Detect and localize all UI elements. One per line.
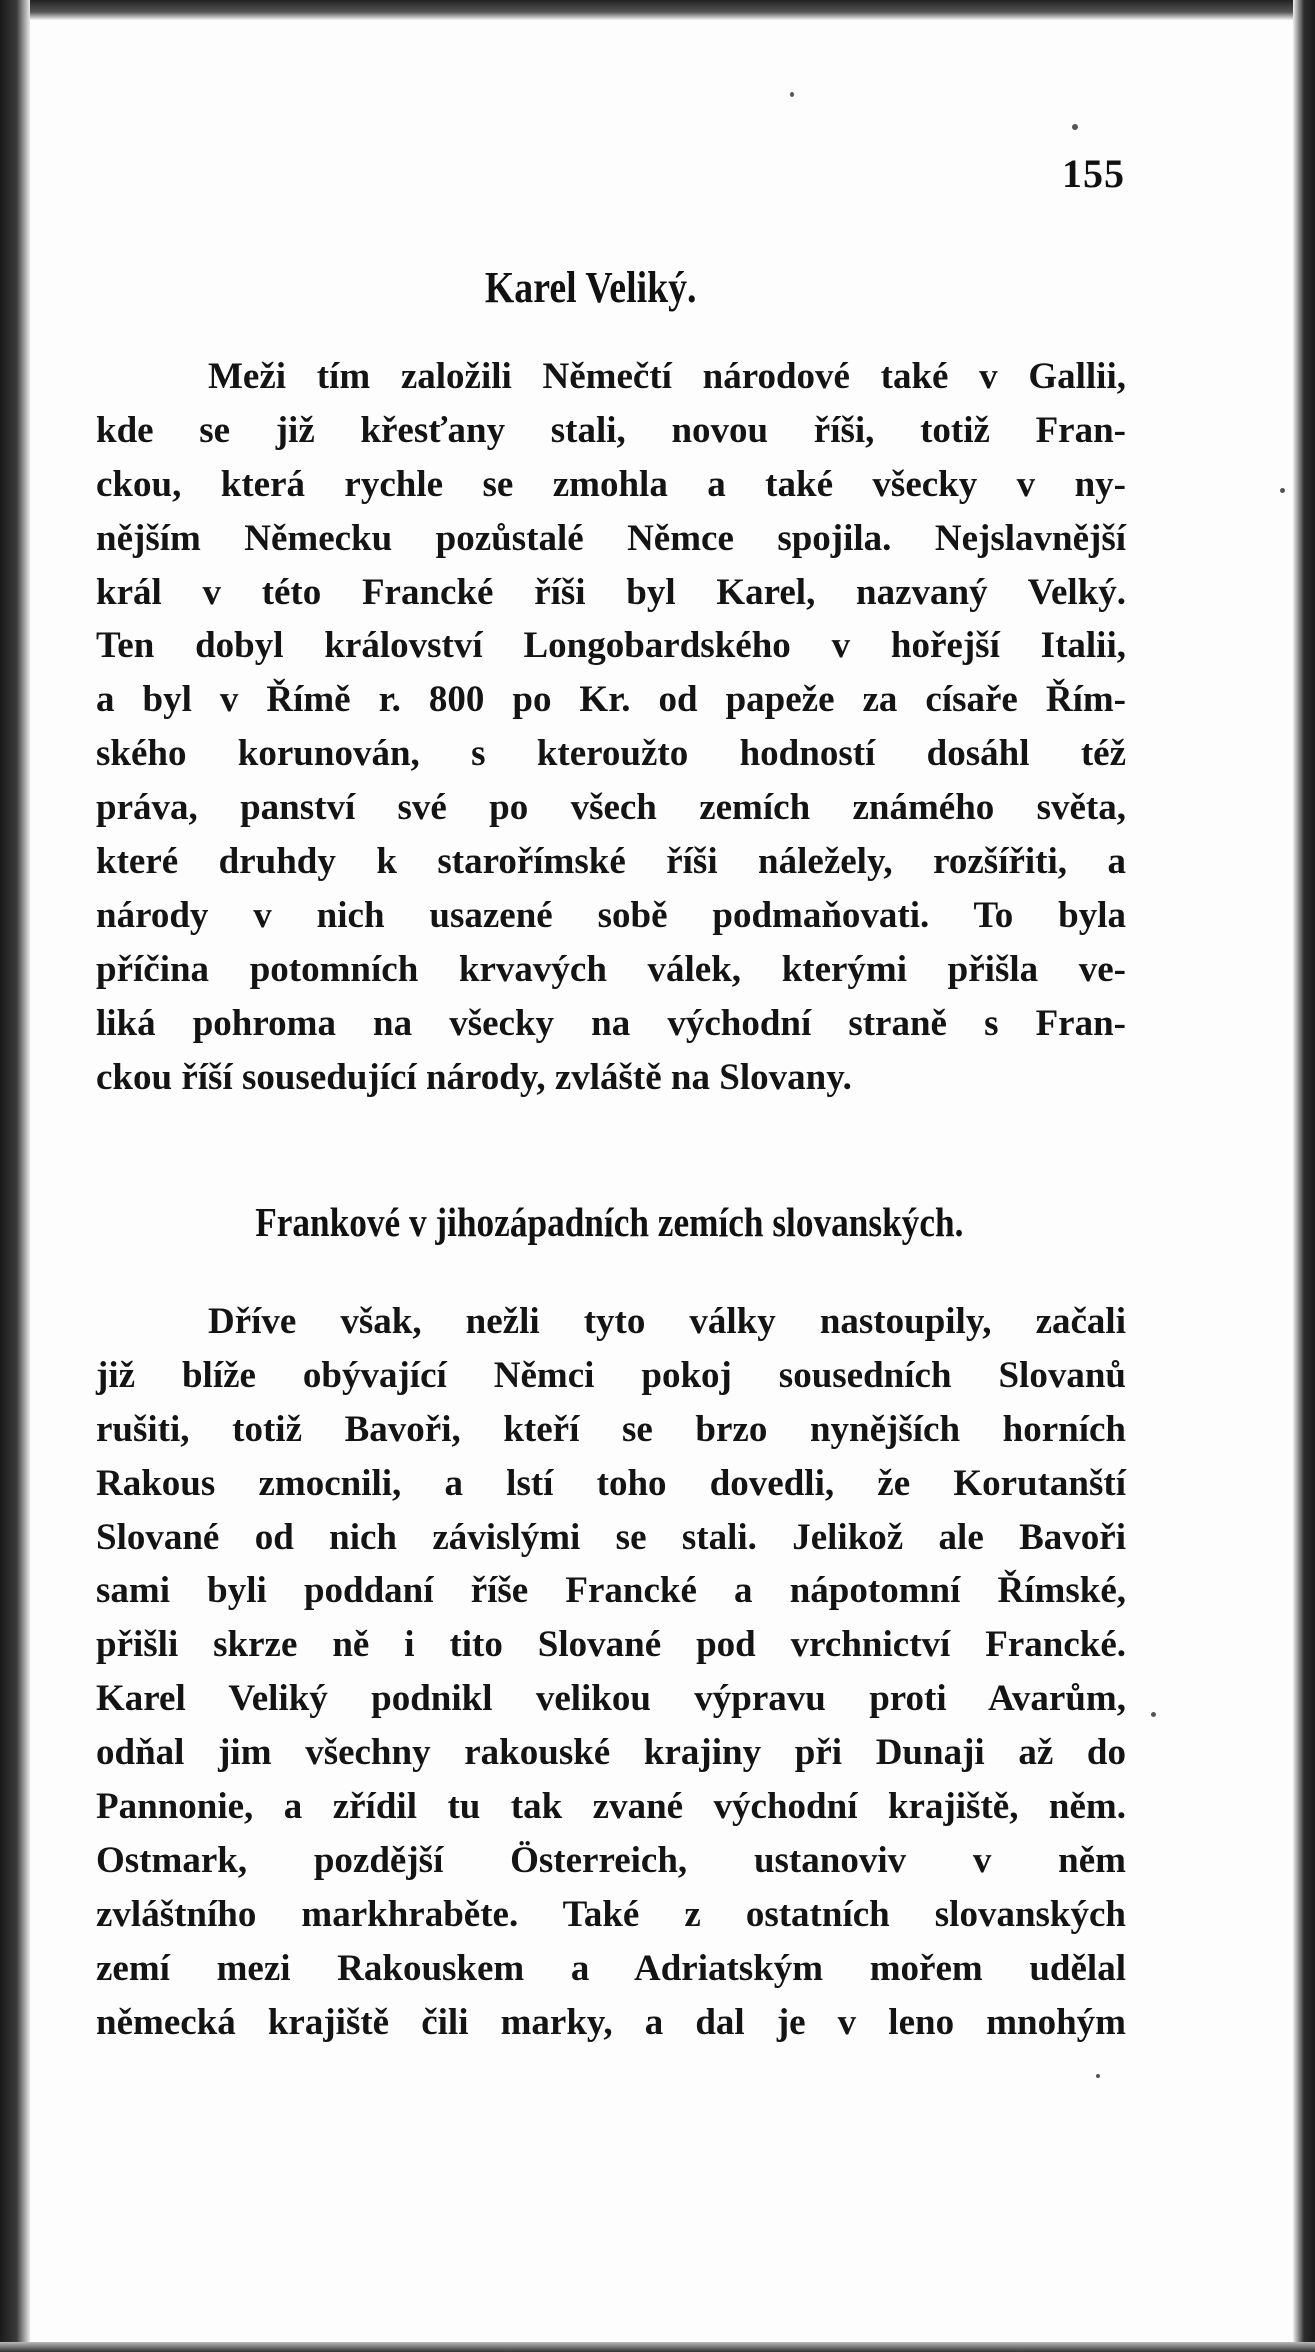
text-line: které druhdy k starořímské říši náležely, rozšířiti, a bbox=[96, 841, 1126, 883]
page-number: 155 bbox=[1062, 151, 1125, 196]
text-line: liká pohroma na všecky na východní straně s Fran- bbox=[96, 1002, 1126, 1044]
paragraph-karel-veliky bbox=[96, 350, 1126, 1104]
text-line: odňal jim všechny rakouské krajiny při Dunaji až do bbox=[96, 1732, 1126, 1774]
text-line: Ostmark, pozdější Österreich, ustanoviv v něm bbox=[96, 1839, 1126, 1881]
scan-speck bbox=[1072, 124, 1078, 130]
text-line: Dříve však, nežli tyto války nastoupily, začali bbox=[208, 1301, 1126, 1342]
text-line: Slované od nich závislými se stali. Jelikož ale Bavoři bbox=[96, 1516, 1126, 1558]
text-line: a byl v Římě r. 800 po Kr. od papeže za císaře Řím- bbox=[96, 679, 1126, 721]
text-line: Karel Veliký podnikl velikou výpravu proti Avarům, bbox=[96, 1678, 1126, 1720]
page-bottom-edge-shadow bbox=[0, 2342, 1315, 2352]
scan-speck bbox=[1280, 488, 1285, 493]
text-line: zemí mezi Rakouskem a Adriatským mořem udělal bbox=[96, 1947, 1126, 1989]
text-line: rušiti, totiž Bavoři, kteří se brzo nynějších horních bbox=[96, 1408, 1126, 1450]
text-line: národy v nich usazené sobě podmaňovati. To byla bbox=[96, 894, 1126, 936]
text-line: příčina potomních krvavých válek, kterými přišla ve- bbox=[96, 948, 1126, 990]
section-heading-frankove: Frankové v jihozápadních zemích slovanských. bbox=[255, 1199, 964, 1245]
text-line: sami byli poddaní říše Francké a nápotomní Římské, bbox=[96, 1570, 1126, 1612]
page-right-edge-shadow bbox=[1293, 0, 1315, 2352]
text-line: zvláštního markhraběte. Také z ostatních slovanských bbox=[96, 1893, 1126, 1935]
text-line: práva, panství své po všech zemích známého světa, bbox=[96, 787, 1126, 829]
text-line: Rakous zmocnili, a lstí toho dovedli, že Korutanští bbox=[96, 1462, 1126, 1504]
page-top-edge-shadow bbox=[0, 0, 1315, 20]
text-line: ckou říší sousedující národy, zvláště na Slovany. bbox=[96, 1056, 852, 1098]
text-line: Ten dobyl království Longobardského v hořejší Italii, bbox=[96, 625, 1126, 667]
text-line: již blíže obývající Němci pokoj sousedních Slovanů bbox=[96, 1354, 1126, 1396]
text-line: německá krajiště čili marky, a dal je v leno mnohým bbox=[96, 2001, 1126, 2043]
scan-speck bbox=[1151, 1712, 1156, 1717]
text-line: Pannonie, a zřídil tu tak zvané východní krajiště, něm. bbox=[96, 1786, 1126, 1828]
text-line: král v této Francké říši byl Karel, nazvaný Velký. bbox=[96, 571, 1126, 613]
text-line: Meži tím založili Němečtí národové také v Gallii, bbox=[208, 356, 1126, 397]
section-heading-karel-veliky: Karel Veliký. bbox=[484, 263, 697, 312]
scan-speck bbox=[1096, 2074, 1100, 2078]
text-line: nějším Německu pozůstalé Němce spojila. Nejslavnější bbox=[96, 517, 1126, 559]
page-left-edge-shadow bbox=[0, 0, 30, 2352]
scan-speck bbox=[790, 92, 794, 97]
text-line: kde se již křesťany stali, novou říši, totiž Fran- bbox=[96, 409, 1126, 451]
text-line: přišli skrze ně i tito Slované pod vrchnictví Francké. bbox=[96, 1624, 1126, 1666]
text-line: ckou, která rychle se zmohla a také všecky v ny- bbox=[96, 463, 1126, 505]
paragraph-frankove bbox=[96, 1295, 1126, 2049]
text-line: ského korunován, s kteroužto hodností dosáhl též bbox=[96, 733, 1126, 775]
